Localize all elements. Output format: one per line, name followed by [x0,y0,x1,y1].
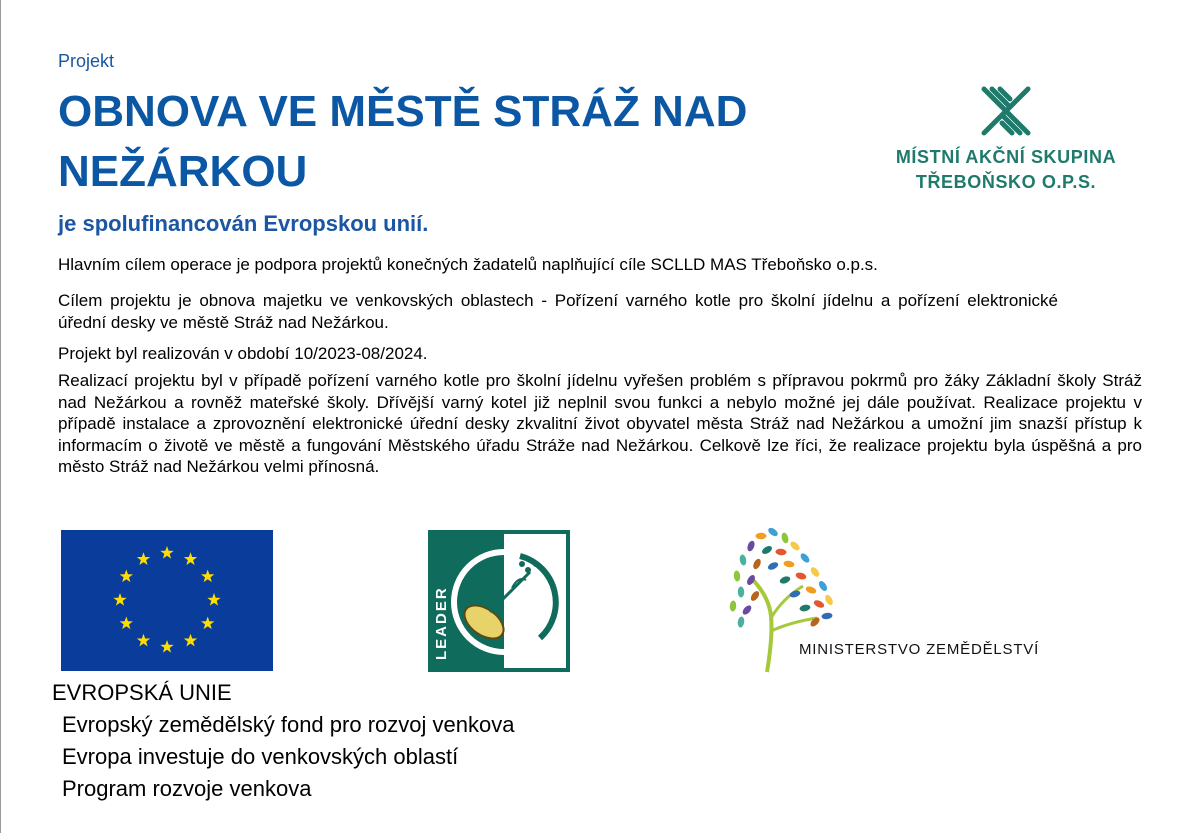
body-paragraph-2: Cílem projektu je obnova majetku ve venkovských oblastech - Pořízení varného kotle pro školní jídelnu a pořízení elektronické úřední desky ve městě Stráž nad Nežárkou. [58,291,1058,332]
eu-star-icon [160,546,173,559]
eu-star-icon [120,617,133,630]
leaf-icon [817,580,828,593]
leaf-icon [737,616,745,628]
fund-line-3: Program rozvoje venkova [62,776,312,801]
leaf-icon [809,566,821,579]
mas-logo [871,85,1141,195]
mas-x-icon [978,85,1034,137]
eu-star-icon [137,552,150,565]
eu-star-icon [201,617,214,630]
leaf-icon [752,558,763,571]
mas-name-line2: TŘEBOŇSKO O.P.S. [915,172,1097,192]
leader-logo [428,530,570,672]
eu-flag [61,530,273,671]
leaf-icon [799,552,811,564]
leaf-icon [738,586,745,597]
leaf-icon [799,604,811,613]
page-subtitle: je spolufinancován Evropskou unií. [58,211,429,236]
leaf-icon [805,585,818,595]
leaf-icon [813,599,826,609]
leaf-icon [761,544,774,555]
eu-star-icon [160,640,173,653]
leaf-icon [775,548,787,555]
leaf-icon [733,570,741,582]
eu-star-icon [201,570,214,583]
leaf-icon [756,533,767,539]
eu-star-icon [207,593,220,606]
eu-star-icon [184,552,197,565]
mas-name-line1: MÍSTNÍ AKČNÍ SKUPINA [895,147,1117,167]
leaf-icon [824,594,835,607]
body-paragraph-3: Projekt byl realizován v období 10/2023-08/2024. [58,344,428,363]
fund-line-1: Evropský zemědělský fond pro rozvoj venkova [62,712,515,737]
leader-text: LEADER [433,586,450,660]
body-paragraph-4: Realizací projektu byl v případě pořízení varného kotle pro školní jídelnu vyřešen problém s přípravou pokrmů pro žáky Základní školy Stráž nad Nežárkou a rovněž mateřské školy. Dřívější varný kotel již neplnil svou funkci a nebylo možné jej dále používat. Realizace projektu v případě instalace a zprovoznění elektronické úřední desky zkvalitní život obyvatel města Stráž nad Nežárkou a umožní jim snazší přístup k informacím o životě ve městě a fungování Městského úřadu Stráže nad Nežárkou. Celkově lze říci, že realizace projektu byla úspěšná a pro město Stráž nad Nežárkou velmi přínosná. [58,371,1142,476]
leaf-icon [741,604,753,617]
leaf-icon [789,589,801,598]
leaf-icon [821,612,833,620]
fund-line-2: Evropa investuje do venkovských oblastí [62,744,459,769]
leaf-icon [789,540,801,552]
eu-star-icon [137,634,150,647]
leaf-icon [729,600,736,611]
eu-star-icon [120,570,133,583]
leaf-icon [746,540,756,553]
leaf-icon [749,590,761,603]
mze-logo [721,526,1071,676]
eu-star-icon [184,634,197,647]
leaf-icon [767,561,780,572]
project-label: Projekt [58,51,115,71]
leader-logo-icon [428,530,570,672]
body-paragraph-1: Hlavním cílem operace je podpora projektů konečných žadatelů naplňující cíle SCLLD MAS Třeboňsko o.p.s. [58,255,878,274]
leaf-icon [795,571,807,580]
eu-star-icon [113,593,126,606]
leaf-icon [767,526,780,538]
leaf-icon [783,560,795,568]
mze-text: MINISTERSTVO ZEMĚDĚLSTVÍ [799,641,1040,658]
eu-label: EVROPSKÁ UNIE [52,680,232,705]
leaf-icon [780,532,789,544]
eu-flag-icon [61,530,273,671]
leaf-icon [739,554,747,566]
leaf-icon [779,575,792,585]
page-title: OBNOVA VE MĚSTĚ STRÁŽ NAD NEŽÁRKOU [58,87,748,196]
